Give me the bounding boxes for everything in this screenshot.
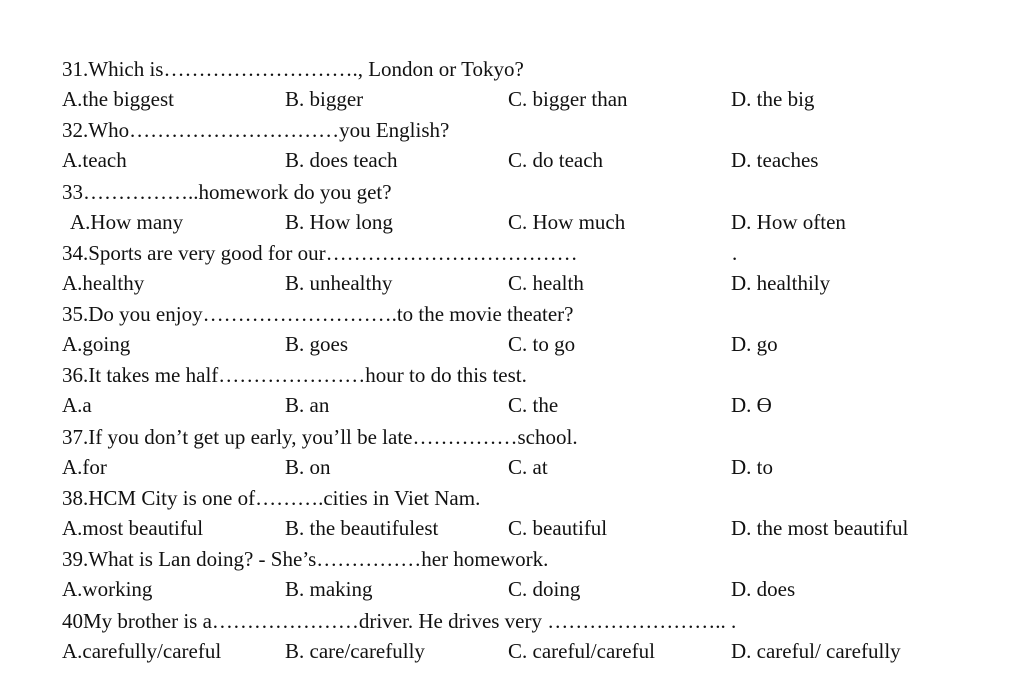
answer-options <box>62 636 962 667</box>
answer-options <box>62 329 962 360</box>
question-32 <box>62 115 962 176</box>
option-b: B. the beautifulest <box>285 516 439 541</box>
option-d: D. the big <box>731 87 815 111</box>
option-b: B. does teach <box>285 148 398 173</box>
option-d: D. How often <box>731 209 846 234</box>
question-stem <box>62 238 962 268</box>
option-a: A.a <box>62 393 92 418</box>
question-stem <box>62 360 962 390</box>
option-c: C. careful/careful <box>508 638 655 663</box>
question-stem <box>62 422 962 452</box>
question-36 <box>62 360 962 421</box>
option-d: D. healthily <box>731 270 831 295</box>
option-a: A.the biggest <box>62 87 174 111</box>
question-38 <box>62 483 962 544</box>
option-c: C. the <box>508 393 559 418</box>
option-a: A.going <box>62 332 131 357</box>
question-text: 31.Which is………………………., London or Tokyo? <box>62 57 524 81</box>
question-text: 38.HCM City is one of……….cities in Viet Nam. <box>62 486 481 511</box>
option-c: C. doing <box>508 577 581 602</box>
question-text: 34.Sports are very good for our……………………………… <box>62 240 578 265</box>
option-c: C. do teach <box>508 148 604 173</box>
question-stem <box>62 544 962 574</box>
question-34 <box>62 238 962 299</box>
option-d: D. does <box>731 577 796 602</box>
option-a: A.most beautiful <box>62 516 204 541</box>
question-stem <box>62 299 962 329</box>
answer-options <box>62 207 962 238</box>
option-d: D. go <box>731 332 778 357</box>
option-b: B. on <box>285 454 331 479</box>
option-b: B. an <box>285 393 330 418</box>
question-39 <box>62 544 962 605</box>
question-stem <box>62 54 962 84</box>
question-text: 40My brother is a…………………driver. He drives very …………………….. . <box>62 608 737 633</box>
question-stem <box>62 115 962 145</box>
question-37 <box>62 422 962 483</box>
option-d: D. teaches <box>731 148 819 173</box>
question-33 <box>62 177 962 238</box>
question-40 <box>62 606 962 667</box>
option-a: A.carefully/careful <box>62 638 222 663</box>
option-a: A.for <box>62 454 107 479</box>
question-text: 35.Do you enjoy……………………….to the movie theater? <box>62 302 574 327</box>
option-c: C. at <box>508 454 548 479</box>
answer-options <box>62 452 962 483</box>
answer-options <box>62 84 962 115</box>
option-d: D. to <box>731 454 773 479</box>
option-b: B. bigger <box>285 87 364 111</box>
answer-options <box>62 268 962 299</box>
option-b: B. goes <box>285 332 348 357</box>
option-d: D. the most beautiful <box>731 516 909 541</box>
question-31 <box>62 54 962 115</box>
option-a: A.working <box>62 577 153 602</box>
answer-options <box>62 574 962 605</box>
option-d: D. careful/ carefully <box>731 638 901 663</box>
option-b: B. unhealthy <box>285 270 393 295</box>
option-c: C. How much <box>508 209 626 234</box>
option-a: A.How many <box>70 209 184 234</box>
option-c: C. beautiful <box>508 516 608 541</box>
answer-options <box>62 390 962 421</box>
option-c: C. to go <box>508 332 576 357</box>
option-d: D. ϴ <box>731 393 772 418</box>
question-text: 39.What is Lan doing? - She’s……………her homework. <box>62 547 549 572</box>
question-text: 33……………..homework do you get? <box>62 179 392 204</box>
quiz-document <box>62 54 962 667</box>
question-text: 36.It takes me half…………………hour to do this test. <box>62 363 527 388</box>
question-stem <box>62 606 962 636</box>
question-text: 37.If you don’t get up early, you’ll be late……………school. <box>62 424 578 449</box>
option-a: A.healthy <box>62 270 145 295</box>
option-c: C. bigger than <box>508 87 628 111</box>
option-c: C. health <box>508 270 584 295</box>
question-text: 32.Who…………………………you English? <box>62 118 450 143</box>
question-stem <box>62 483 962 513</box>
option-b: B. making <box>285 577 373 602</box>
option-b: B. care/carefully <box>285 638 425 663</box>
answer-options <box>62 145 962 176</box>
question-35 <box>62 299 962 360</box>
option-a: A.teach <box>62 148 127 173</box>
trailing-period: . <box>732 240 738 265</box>
question-stem <box>62 177 962 207</box>
answer-options <box>62 513 962 544</box>
option-b: B. How long <box>285 209 393 234</box>
